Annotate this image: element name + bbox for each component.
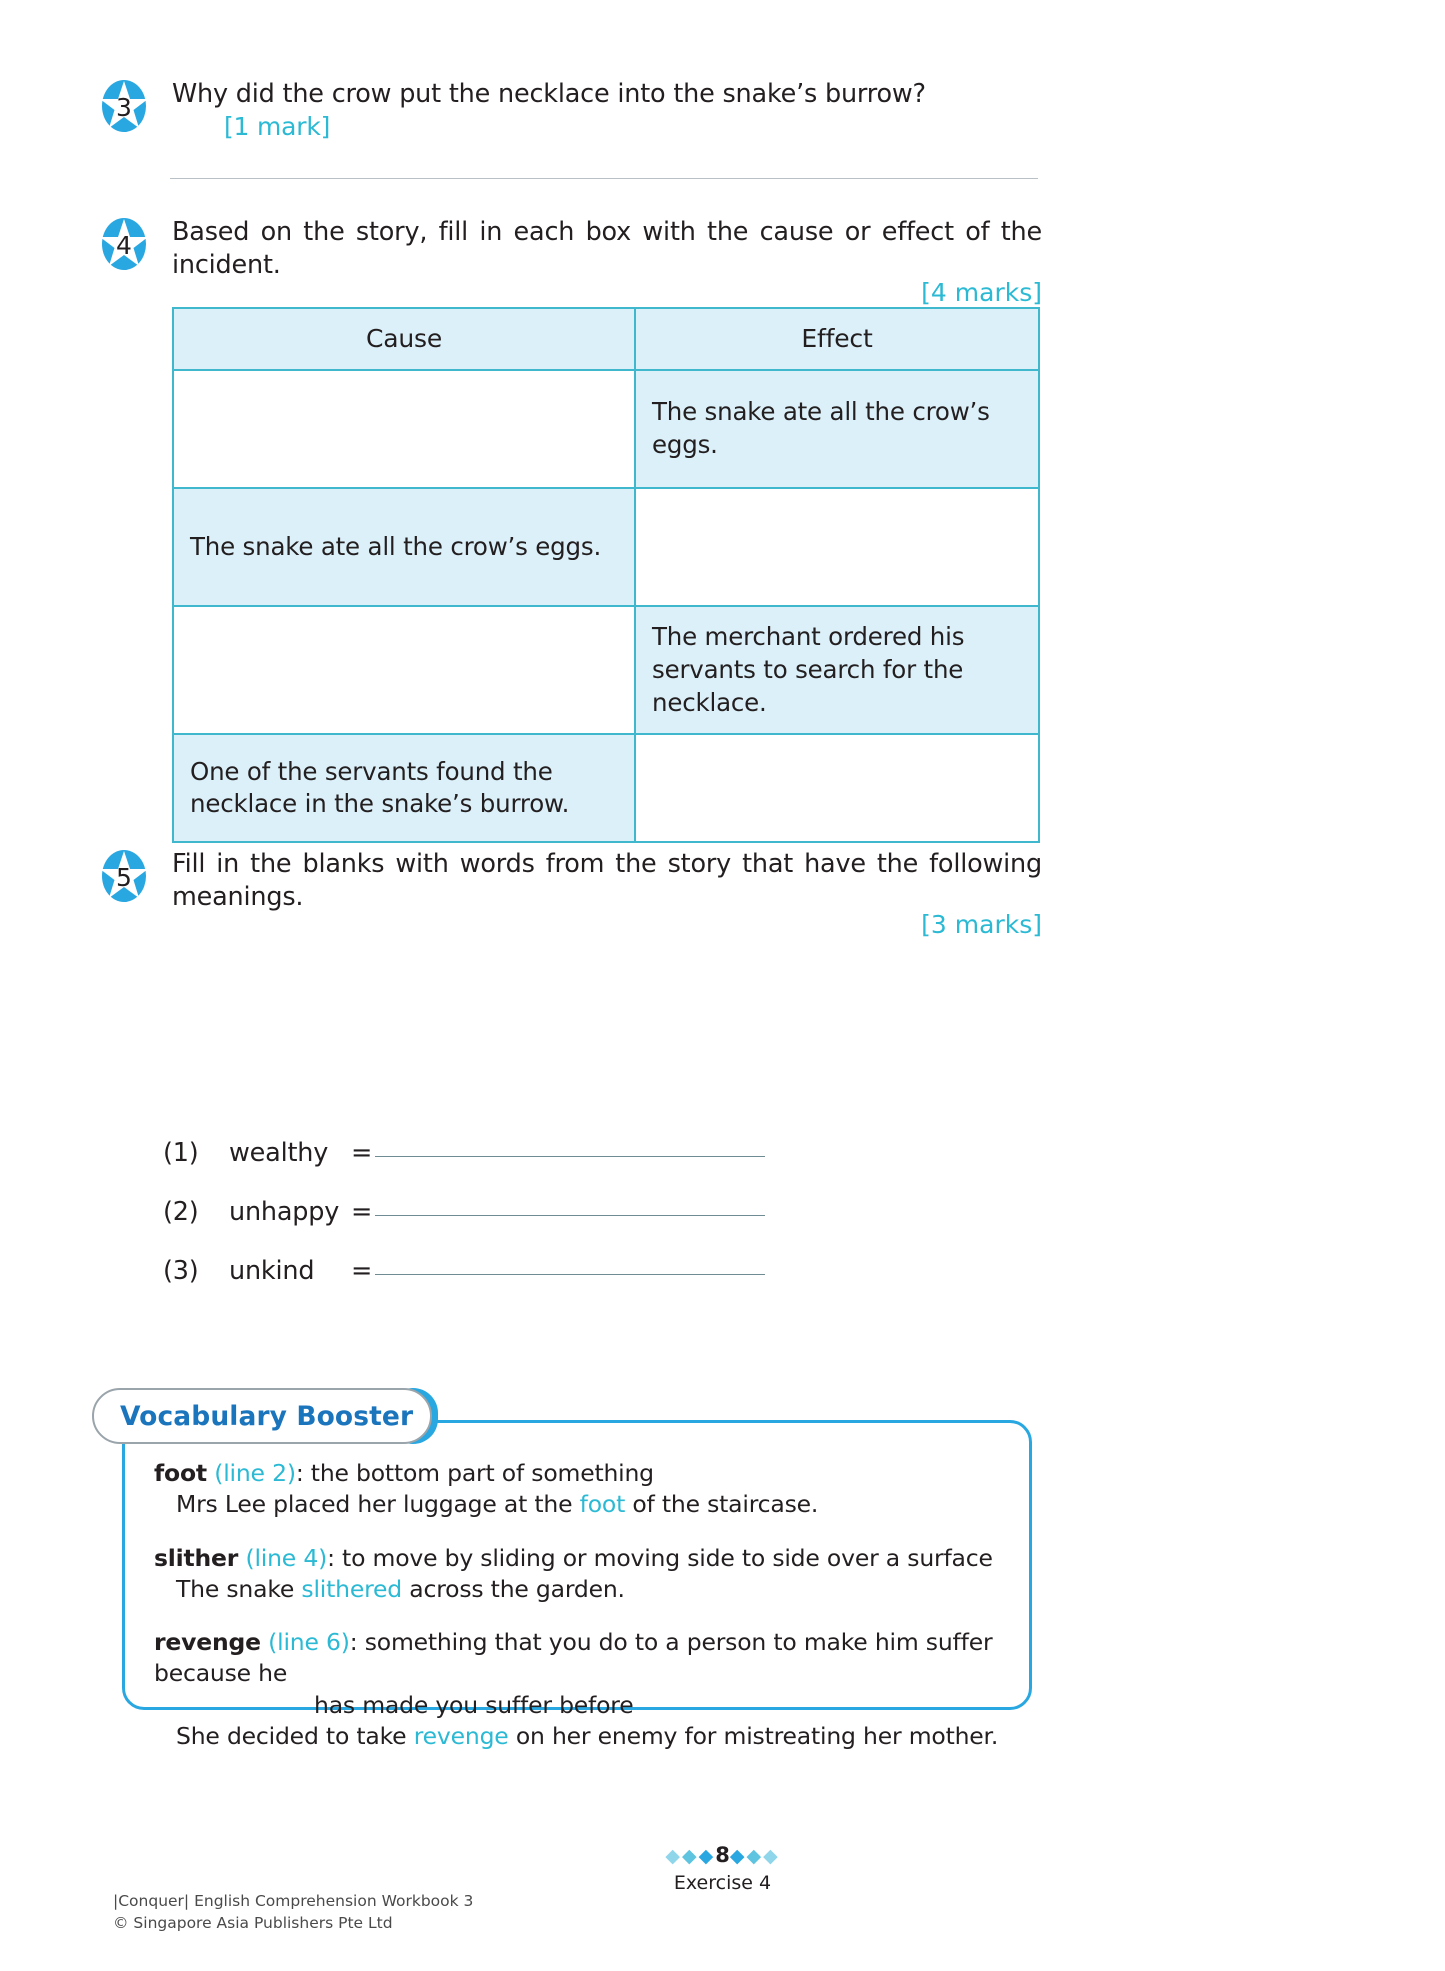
blank-item — [163, 1138, 1043, 1168]
question-4-block — [90, 216, 1050, 307]
page-number: 8 — [715, 1843, 730, 1867]
column-header-effect: Effect — [635, 308, 1039, 370]
question-3-text: Why did the crow put the necklace into the snake’s burrow? — [172, 79, 926, 109]
cell-effect-empty-4[interactable] — [635, 734, 1039, 842]
vocab-line-ref: (line 4) — [245, 1543, 328, 1572]
diamond-icon: ◆ — [665, 1845, 682, 1867]
vocab-example-after: of the staircase. — [625, 1490, 819, 1519]
vocab-definition: : the bottom part of something — [295, 1459, 654, 1487]
blank-equals: = — [351, 1197, 373, 1227]
vocab-example-after: on her enemy for mistreating her mother. — [508, 1721, 999, 1750]
blank-answer-line-2[interactable] — [375, 1215, 765, 1216]
diamond-icon: ◆ — [746, 1845, 764, 1867]
vocab-word: revenge — [154, 1628, 261, 1656]
question-4-number: 4 — [116, 230, 132, 260]
vocab-definition: : to move by sliding or moving side to side over a surface — [327, 1543, 993, 1572]
blank-answer-line-3[interactable] — [375, 1274, 765, 1275]
table-row — [173, 606, 1039, 734]
vocabulary-booster-tab — [92, 1388, 432, 1444]
vocabulary-entry — [154, 1627, 1014, 1752]
table-row — [173, 370, 1039, 488]
question-4-marks: [4 marks] — [921, 278, 1042, 308]
table-row — [173, 734, 1039, 842]
book-title: |Conquer| English Comprehension Workbook 3 — [113, 1892, 474, 1910]
exercise-label: Exercise 4 — [673, 1872, 772, 1894]
question-3-text-row — [172, 78, 1050, 144]
vocab-example-before: She decided to take — [176, 1721, 414, 1750]
blank-equals: = — [351, 1138, 373, 1168]
blank-answer-line-1[interactable] — [375, 1156, 765, 1157]
cell-cause-empty-1[interactable] — [173, 370, 635, 488]
question-3-marks: [1 mark] — [224, 112, 331, 142]
vocabulary-booster-title: Vocabulary Booster — [120, 1400, 414, 1432]
diamond-icon: ◆ — [698, 1845, 716, 1867]
vocab-line-ref: (line 2) — [214, 1459, 296, 1487]
cell-effect-1: The snake ate all the crow’s eggs. — [635, 370, 1039, 488]
question-5-block — [90, 848, 1050, 939]
cell-cause-4: One of the servants found the necklace in the snake’s burrow. — [173, 734, 635, 842]
column-header-cause: Cause — [173, 308, 635, 370]
vocab-example-before: The snake — [176, 1574, 302, 1603]
vocab-definition-cont: has made you suffer before — [314, 1690, 634, 1719]
vocab-example — [154, 1574, 1014, 1605]
question-4-body — [172, 216, 1042, 307]
question-5-marks: [3 marks] — [921, 910, 1042, 940]
table-header-row — [173, 308, 1039, 370]
blank-equals: = — [351, 1256, 373, 1286]
question-5-body — [172, 848, 1042, 939]
footer-center — [0, 1845, 1445, 1894]
blank-word: wealthy — [229, 1138, 329, 1168]
blank-index: (3) — [163, 1256, 199, 1286]
vocab-line-ref: (line 6) — [268, 1628, 350, 1656]
vocab-word: slither — [154, 1543, 239, 1572]
question-5-star-badge — [98, 848, 150, 904]
footer-imprint — [113, 1890, 473, 1935]
vocabulary-entry — [154, 1543, 1014, 1606]
diamond-icon: ◆ — [729, 1845, 747, 1867]
blank-word: unhappy — [229, 1197, 340, 1227]
question-3-star-badge — [98, 78, 150, 134]
vocab-example-highlight: revenge — [413, 1721, 509, 1750]
cell-cause-2: The snake ate all the crow’s eggs. — [173, 488, 635, 606]
question-3-block — [90, 78, 1050, 144]
cell-effect-3: The merchant ordered his servants to search for the necklace. — [635, 606, 1039, 734]
question-3-body — [172, 78, 1050, 144]
vocabulary-entries — [154, 1458, 1014, 1752]
vocab-example — [154, 1721, 1014, 1752]
page-number-row — [0, 1845, 1445, 1866]
blank-index: (1) — [163, 1138, 199, 1168]
blank-index: (2) — [163, 1197, 199, 1227]
diamond-icon: ◆ — [763, 1845, 780, 1867]
blank-word: unkind — [229, 1256, 315, 1286]
blank-item — [163, 1256, 1043, 1286]
cell-cause-empty-3[interactable] — [173, 606, 635, 734]
question-4-star-badge — [98, 216, 150, 272]
question-3-number: 3 — [116, 92, 132, 122]
vocab-example-before: Mrs Lee placed her luggage at the — [176, 1490, 580, 1519]
vocab-example-highlight: foot — [579, 1490, 626, 1519]
vocabulary-entry — [154, 1458, 1014, 1521]
question-4-text: Based on the story, fill in each box with the cause or effect of the incident. — [172, 217, 1042, 281]
question-3-answer-line[interactable] — [170, 178, 1038, 179]
blank-item — [163, 1197, 1043, 1227]
vocab-example — [154, 1489, 1014, 1520]
table-row — [173, 488, 1039, 606]
cause-effect-table — [172, 307, 1040, 843]
copyright-notice: © Singapore Asia Publishers Pte Ltd — [113, 1914, 393, 1933]
vocab-word: foot — [154, 1459, 207, 1487]
vocab-example-highlight: slithered — [301, 1574, 403, 1603]
vocab-example-after: across the garden. — [402, 1574, 625, 1603]
diamond-icon: ◆ — [681, 1845, 699, 1867]
question-5-text: Fill in the blanks with words from the story that have the following meanings. — [172, 849, 1042, 913]
cell-effect-empty-2[interactable] — [635, 488, 1039, 606]
fill-in-blanks-list — [163, 1138, 1043, 1315]
vocab-definition: : something that you do to a person to make him suffer because he — [154, 1628, 993, 1688]
question-5-number: 5 — [116, 862, 132, 892]
